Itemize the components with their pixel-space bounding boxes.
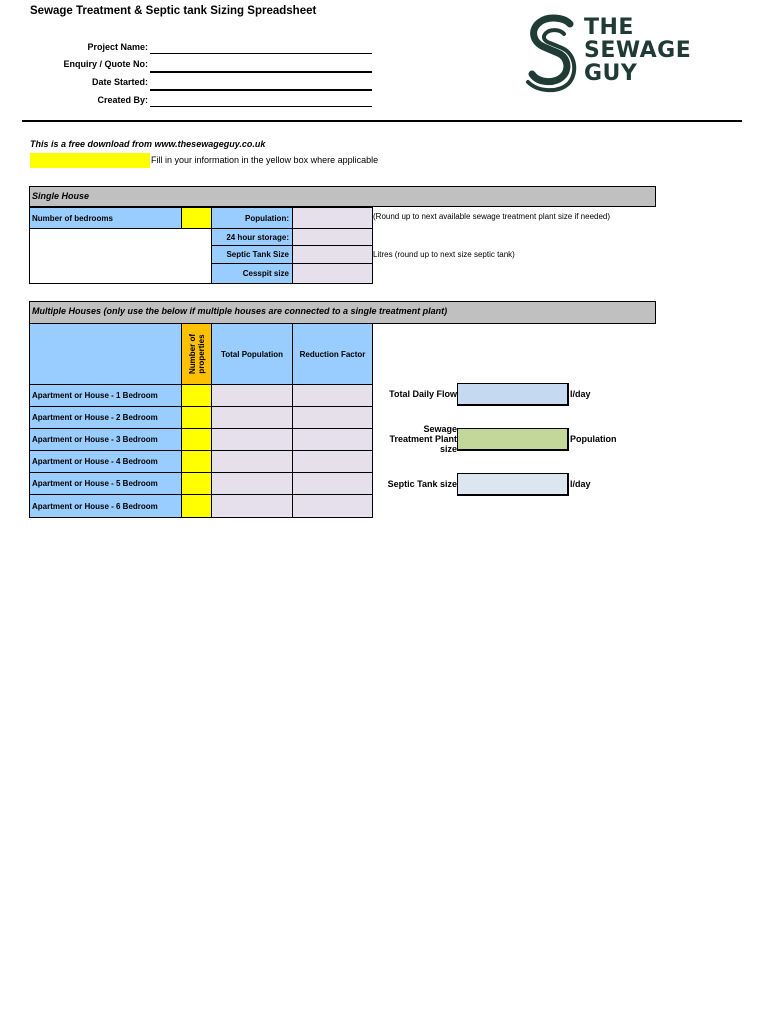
logo-line-the: THE (584, 15, 634, 40)
reduction-factor-output (292, 472, 373, 495)
logo-line-sewage: SEWAGE (584, 38, 692, 63)
plant-label-line: Treatment Plant (389, 434, 457, 444)
created-by-field[interactable] (150, 106, 372, 107)
properties-input[interactable] (181, 472, 212, 495)
reduction-factor-output (292, 428, 373, 451)
reduction-factor-column-header: Reduction Factor (292, 323, 373, 385)
page-title: Sewage Treatment & Septic tank Sizing Spreadsheet (30, 5, 317, 17)
treatment-plant-size-output (457, 428, 569, 451)
s-logo-icon (524, 14, 580, 94)
total-population-output (211, 472, 293, 495)
septic-size-output (292, 245, 373, 264)
population-note: (Round up to next available sewage treatment plant size if needed) (373, 212, 611, 221)
sewage-guy-logo (524, 14, 692, 94)
reduction-factor-output (292, 450, 373, 473)
bedrooms-label: Number of bedrooms (29, 207, 182, 229)
plant-label-line: size (439, 444, 457, 452)
single-house-blank-area (29, 228, 212, 284)
dwelling-row-label: Apartment or House - 5 Bedroom (29, 472, 182, 495)
properties-input[interactable] (181, 406, 212, 429)
bedrooms-input[interactable] (181, 207, 212, 229)
enquiry-no-label: Enquiry / Quote No: (63, 59, 148, 69)
properties-input[interactable] (181, 384, 212, 407)
header-divider (22, 120, 742, 122)
logo-line-guy: GUY (584, 61, 638, 86)
population-label: Population: (211, 207, 293, 229)
septic-tank-size-label: Septic Tank size (387, 479, 457, 489)
cesspit-size-output (292, 263, 373, 284)
dwelling-row-label: Apartment or House - 2 Bedroom (29, 406, 182, 429)
properties-input[interactable] (181, 450, 212, 473)
properties-column-header (181, 323, 212, 385)
cesspit-size-label: Cesspit size (211, 263, 293, 284)
total-daily-flow-unit: l/day (570, 389, 591, 399)
total-population-column-header: Total Population (211, 323, 293, 385)
yellow-legend-box (30, 153, 150, 168)
project-name-label: Project Name: (87, 42, 148, 52)
free-download-note: This is a free download from www.thesewageguy.co.uk (30, 139, 266, 149)
population-output (292, 207, 373, 229)
instruction-text: Fill in your information in the yellow box where applicable (151, 155, 379, 165)
plant-label-line: Sewage (423, 424, 457, 434)
dwelling-type-header (29, 323, 182, 385)
storage-label: 24 hour storage: (211, 228, 293, 246)
dwelling-row-label: Apartment or House - 4 Bedroom (29, 450, 182, 473)
properties-input[interactable] (181, 428, 212, 451)
properties-column-label: Number of properties (187, 334, 206, 374)
properties-input[interactable] (181, 494, 212, 518)
septic-tank-size-output (457, 473, 569, 496)
multiple-houses-header: Multiple Houses (only use the below if multiple houses are connected to a single treatment plant) (29, 301, 656, 324)
dwelling-row-label: Apartment or House - 6 Bedroom (29, 494, 182, 518)
reduction-factor-output (292, 494, 373, 518)
total-population-output (211, 384, 293, 407)
project-name-field[interactable] (150, 53, 372, 54)
reduction-factor-output (292, 384, 373, 407)
dwelling-row-label: Apartment or House - 3 Bedroom (29, 428, 182, 451)
date-started-field[interactable] (150, 89, 372, 91)
total-daily-flow-label: Total Daily Flow (389, 389, 457, 399)
total-population-output (211, 428, 293, 451)
date-started-label: Date Started: (91, 77, 148, 87)
storage-output (292, 228, 373, 246)
dwelling-row-label: Apartment or House - 1 Bedroom (29, 384, 182, 407)
total-population-output (211, 450, 293, 473)
treatment-plant-size-label (375, 424, 457, 452)
single-house-header: Single House (29, 186, 656, 207)
total-population-output (211, 406, 293, 429)
created-by-label: Created By: (97, 95, 148, 105)
total-population-output (211, 494, 293, 518)
total-daily-flow-output (457, 383, 569, 406)
reduction-factor-output (292, 406, 373, 429)
treatment-plant-size-unit: Population (570, 434, 617, 444)
septic-note: Litres (round up to next size septic tank) (373, 250, 515, 259)
enquiry-no-field[interactable] (150, 71, 372, 73)
septic-size-label: Septic Tank Size (211, 245, 293, 264)
septic-tank-size-unit: l/day (570, 479, 591, 489)
